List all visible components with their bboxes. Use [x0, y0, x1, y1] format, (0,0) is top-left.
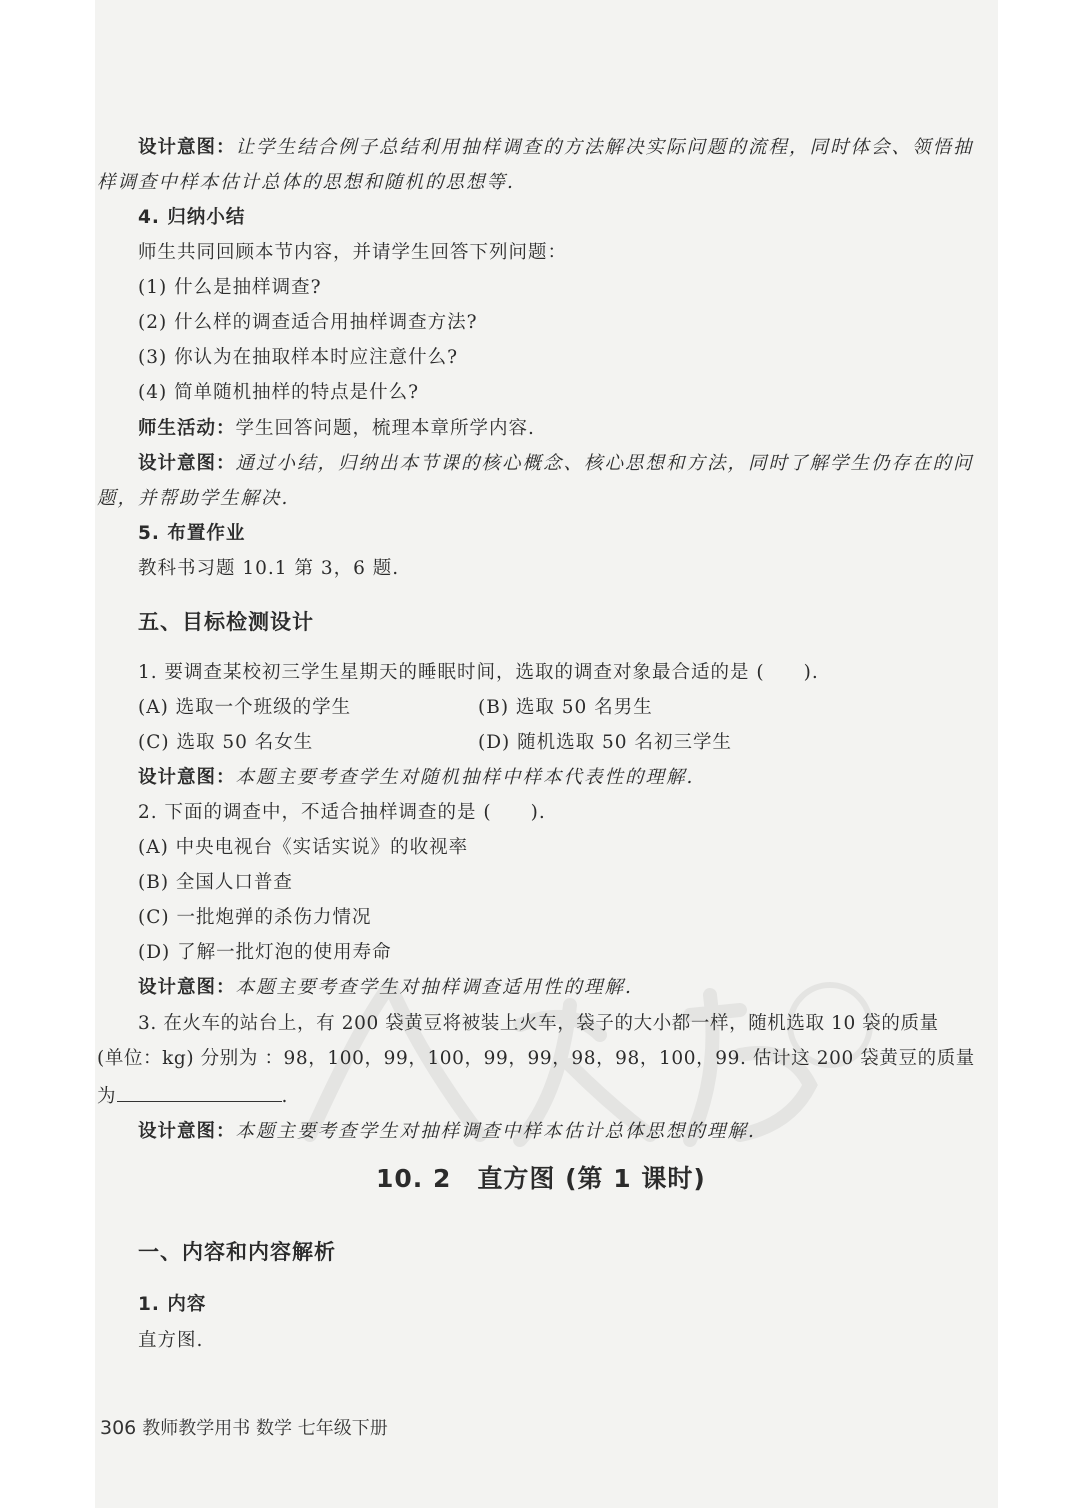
design-intent-2-cont: 题，并帮助学生解决. [97, 488, 290, 509]
design-intent-5: 设计意图：本题主要考查学生对抽样调查中样本估计总体思想的理解. [138, 1121, 756, 1142]
teacher-student-activity: 师生活动：学生回答问题，梳理本章所学内容. [138, 418, 535, 439]
q1-option-a: (A) 选取一个班级的学生 [138, 697, 352, 718]
answer-blank [117, 1083, 282, 1102]
page-number: 306 [100, 1417, 137, 1439]
q1-option-c: (C) 选取 50 名女生 [138, 732, 314, 753]
test-question-3-answer-line: 为 . [97, 1083, 288, 1108]
subsection-homework: 5. 布置作业 [138, 523, 246, 544]
design-intent-1: 设计意图：让学生结合例子总结利用抽样调查的方法解决实际问题的流程，同时体会、领悟抽 [138, 137, 974, 158]
question-3: (3) 你认为在抽取样本时应注意什么? [138, 347, 459, 368]
test-question-3-cont: (单位：kg) 分别为 ：98，100，99，100，99，99，98，98，100，99. 估计这 200 袋黄豆的质量 [97, 1048, 975, 1069]
question-4: (4) 简单随机抽样的特点是什么? [138, 382, 420, 403]
content-text: 直方图. [138, 1330, 204, 1351]
question-1: (1) 什么是抽样调查? [138, 277, 322, 298]
design-intent-1-cont: 样调查中样本估计总体的思想和随机的思想等. [97, 172, 515, 193]
test-question-1: 1. 要调查某校初三学生星期天的睡眠时间，选取的调查对象最合适的是 ( ). [138, 662, 819, 683]
test-question-2: 2. 下面的调查中，不适合抽样调查的是 ( ). [138, 802, 546, 823]
section-heading-content: 一、内容和内容解析 [138, 1240, 336, 1264]
page-footer [100, 1414, 388, 1440]
lesson-title: 10. 2 直方图 (第 1 课时) [376, 1164, 706, 1193]
homework-text: 教科书习题 10.1 第 3，6 题. [138, 558, 400, 579]
q2-option-d: (D) 了解一批灯泡的使用寿命 [138, 942, 392, 963]
q2-option-a: (A) 中央电视台《实话实说》的收视率 [138, 837, 469, 858]
question-2: (2) 什么样的调查适合用抽样调查方法? [138, 312, 478, 333]
test-question-3: 3. 在火车的站台上，有 200 袋黄豆将被装上火车，袋子的大小都一样，随机选取 10 袋的质量 [138, 1013, 939, 1034]
q2-option-c: (C) 一批炮弹的杀伤力情况 [138, 907, 372, 928]
q1-option-b: (B) 选取 50 名男生 [478, 697, 653, 718]
design-intent-2: 设计意图：通过小结，归纳出本节课的核心概念、核心思想和方法，同时了解学生仍存在的问 [138, 453, 974, 474]
design-intent-4: 设计意图：本题主要考查学生对抽样调查适用性的理解. [138, 977, 633, 998]
section-heading-assessment: 五、目标检测设计 [138, 610, 314, 634]
summary-intro: 师生共同回顾本节内容，并请学生回答下列问题： [138, 242, 568, 263]
q2-option-b: (B) 全国人口普查 [138, 872, 293, 893]
subsection-summary: 4. 归纳小结 [138, 207, 246, 228]
design-intent-3: 设计意图：本题主要考查学生对随机抽样中样本代表性的理解. [138, 767, 695, 788]
book-title: 教师教学用书 数学 七年级下册 [142, 1418, 388, 1439]
subsection-content: 1. 内容 [138, 1294, 207, 1315]
q1-option-d: (D) 随机选取 50 名初三学生 [478, 732, 732, 753]
